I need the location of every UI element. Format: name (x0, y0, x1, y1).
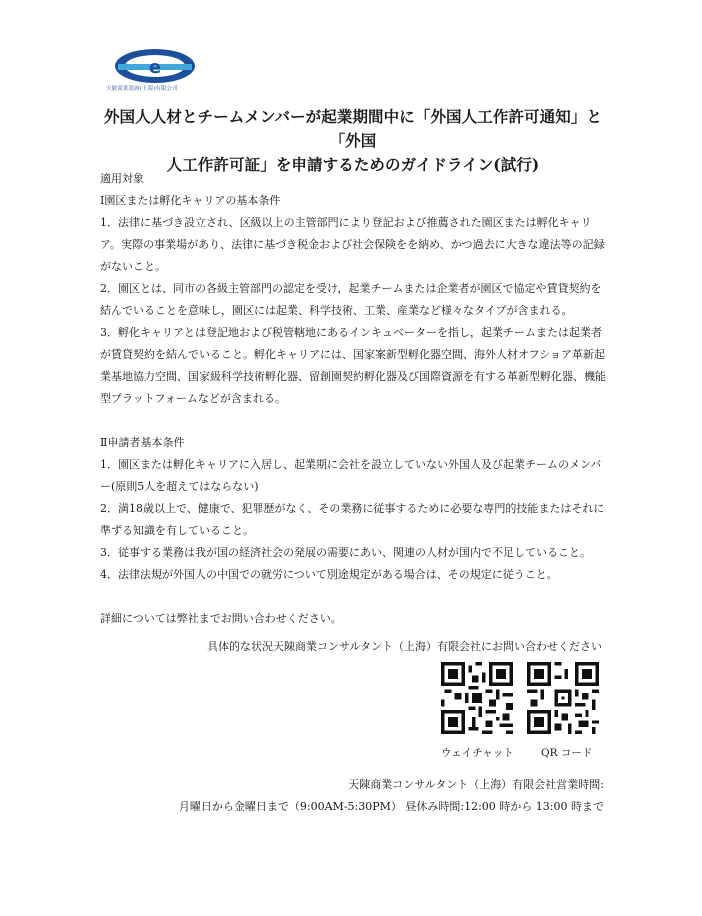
title-line-2: 人工作許可証」を申請するためのガイドライン(試行) (166, 155, 540, 174)
section2-item: 4．法律法規が外国人の中国での就労について別途規定がある場合は、その規定に従うこと。 (100, 568, 558, 581)
applicability-heading: 適用対象 (100, 172, 144, 185)
business-hours-detail: 月曜日から金曜日まで（9:00AM-5:30PM） 昼休み時間:12:00 時から 13:00 時まで (178, 800, 604, 813)
section2-item: 1．園区または孵化キャリアに入居し、起業期に会社を設立していない外国人及び起業チームのメンバー(原則5人を超えてはならない) (100, 458, 602, 493)
svg-text:e: e (148, 57, 162, 78)
section1-item: 2．園区とは、同市の各級主管部門の認定を受け，起業チームまたは企業者が園区で協定や賃貸契約を結んでいることを意味し，園区には起業、科学技術、工業、産業など様々なタイプが含まれる。 (100, 282, 602, 317)
business-hours (179, 774, 604, 818)
section1-item: 1．法律に基づき設立され、区級以上の主管部門により登記および推薦された園区または孵化キャリア。実際の事業場があり、法律に基づき税金および社会保険をを納め、かつ過去に大きな違法等の記録がないこと。 (100, 216, 605, 273)
company-logo (112, 46, 198, 102)
contact-note: 具体的な状況天陳商業コンサルタント（上海）有限会社にお問い合わせください (206, 640, 602, 653)
section2-heading: Ⅱ申請者基本条件 (100, 436, 185, 449)
wechat-label: ウェイチャット (441, 747, 514, 759)
section2-item: 3．従事する業務は我が国の経済社会の発展の需要にあい、関連の人材が国内で不足していること。 (100, 546, 591, 559)
title-line-1: 外国人人材とチームメンバーが起業期間中に「外国人工作許可通知」と「外国 (103, 107, 603, 150)
section1-heading: Ⅰ園区または孵化キャリアの基本条件 (100, 194, 281, 207)
wechat-qr-code[interactable] (441, 662, 513, 734)
section2-item: 2．満18歳以上で、健康で、犯罪歴がなく、その業務に従事するために必要な専門的技能またはそれに準ずる知識を有していること。 (100, 502, 605, 537)
qr-code[interactable] (527, 662, 599, 734)
business-hours-title: 天陳商業コンサルタント（上海）有限会社営業時間: (348, 778, 604, 791)
document-title (98, 105, 608, 177)
qr-code-label: QR コード (541, 747, 593, 759)
footer-note: 詳細については弊社までお問い合わせください。 (100, 612, 342, 625)
section1-item: 3．孵化キャリアとは登記地および税管轄地にあるインキュベーターを指し，起業チームまたは起業者が賃貸契約を結んでいること。孵化キャリアには、国家案新型孵化器空間、海外人材オフショア革新起業基地協力空間、国家級科学技術孵化器、留創園契約孵化器及び国際資源を有する革新型孵化器、機能型プラットフォームなどが含まれる。 (100, 326, 606, 405)
logo-caption: 天陂商業諮詢(上海)有限公司 (106, 86, 178, 92)
document-body (100, 168, 608, 630)
